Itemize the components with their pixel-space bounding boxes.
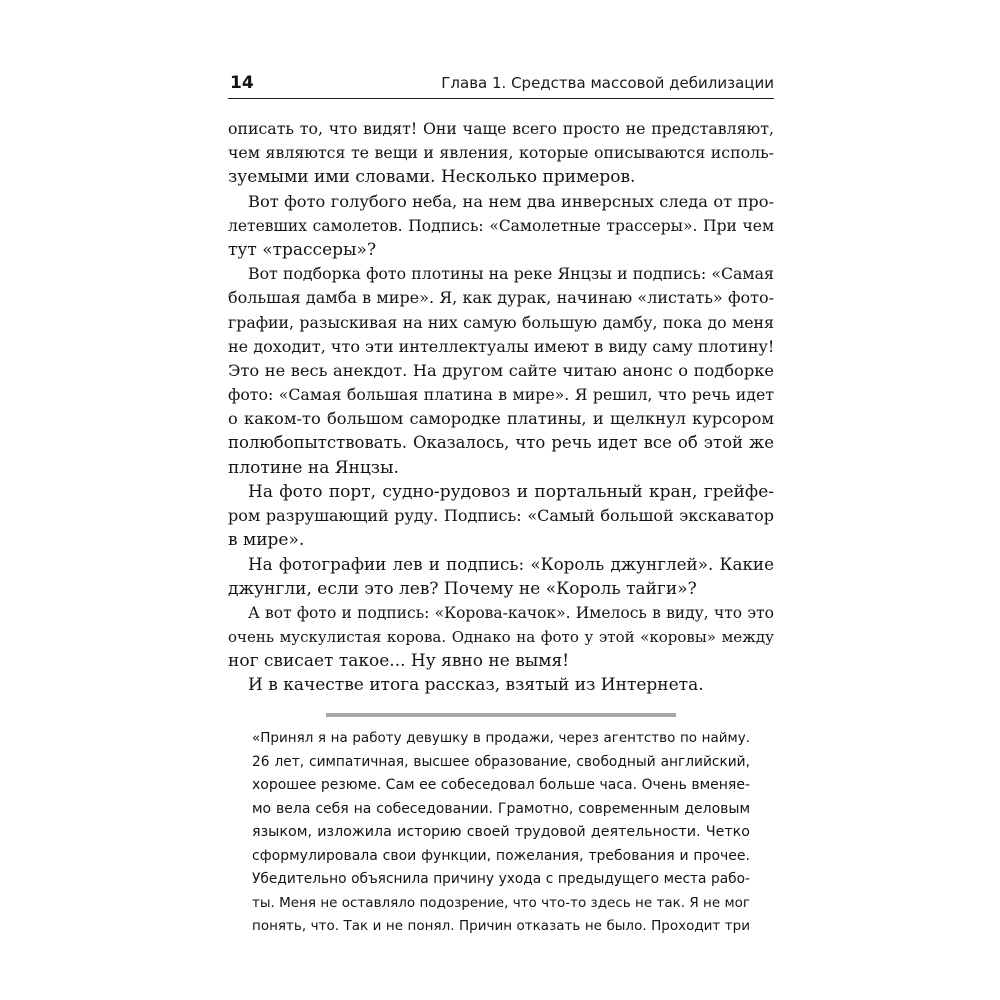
quote-line: хорошее резюме. Сам ее собеседовал больше часа. Очень вменяе- <box>252 777 750 793</box>
quote-line: ты. Меня не оставляло подозрение, что что-то здесь не так. Я не мог <box>252 894 750 911</box>
quote-separator <box>326 713 676 717</box>
quote-line: понять, что. Так и не понял. Причин отказать не было. Проходит три <box>252 918 750 934</box>
main-text <box>228 117 774 698</box>
text-line: летевших самолетов. Подпись: «Самолетные трассеры». При чем <box>228 216 774 235</box>
text-line: в мире». <box>228 530 305 551</box>
text-line: плотине на Янцзы. <box>228 457 399 478</box>
quote-line: «Принял я на работу девушку в продажи, через агентство по найму. <box>252 730 750 746</box>
text-line: тут «трассеры»? <box>228 239 377 260</box>
text-line: о каком-то большом самородке платины, и щелкнул курсором <box>228 409 774 429</box>
text-line: Вот фото голубого неба, на нем два инверсных следа от про- <box>248 191 774 211</box>
chapter-title: Глава 1. Средства массовой дебилизации <box>441 74 774 92</box>
quote-line: Убедительно объяснила причину ухода с предыдущего места рабо- <box>252 871 750 887</box>
text-line: А вот фото и подпись: «Корова-качок». Имелось в виду, что это <box>248 603 774 622</box>
quote-line: сформулировала свои функции, пожелания, требования и прочее. <box>252 847 750 864</box>
quote-line: мо вела себя на собеседовании. Грамотно, современным деловым <box>252 800 750 817</box>
text-line: описать то, что видят! Они чаще всего просто не представляют, <box>228 119 774 138</box>
text-line: джунгли, если это лев? Почему не «Король тайги»? <box>228 578 697 599</box>
quote-block <box>252 727 750 939</box>
text-line: зуемыми ими словами. Несколько примеров. <box>228 167 636 188</box>
page-number: 14 <box>230 73 254 93</box>
text-line: На фото порт, судно-рудовоз и портальный кран, грейфе- <box>248 481 774 502</box>
text-line: большая дамба в мире». Я, как дурак, начинаю «листать» фото- <box>228 288 774 308</box>
text-line: графии, разыскивая на них самую большую дамбу, пока до меня <box>228 312 774 332</box>
text-line: Вот подборка фото плотины на реке Янцзы и подпись: «Самая <box>248 264 774 284</box>
quote-line: 26 лет, симпатичная, высшее образование, свободный английский, <box>252 753 750 770</box>
text-line: очень мускулистая корова. Однако на фото у этой «коровы» между <box>228 627 774 646</box>
text-line: Это не весь анекдот. На другом сайте читаю анонс о подборке <box>228 360 774 380</box>
text-line: полюбопытствовать. Оказалось, что речь идет все об этой же <box>228 433 774 453</box>
text-line: И в качестве итога рассказ, взятый из Интернета. <box>248 675 704 696</box>
text-line: На фотографии лев и подпись: «Король джунглей». Какие <box>248 554 774 575</box>
quote-line: языком, изложила историю своей трудовой деятельности. Четко <box>252 824 750 840</box>
text-line: фото: «Самая большая платина в мире». Я решил, что речь идет <box>228 385 774 405</box>
page-header <box>228 68 774 99</box>
text-line: ног свисает такое... Ну явно не вымя! <box>228 651 570 672</box>
text-line: чем являются те вещи и явления, которые описываются исполь- <box>228 143 774 163</box>
text-line: не доходит, что эти интеллектуалы имеют в виду саму плотину! <box>228 336 775 356</box>
text-line: ром разрушающий руду. Подпись: «Самый большой экскаватор <box>228 506 774 525</box>
